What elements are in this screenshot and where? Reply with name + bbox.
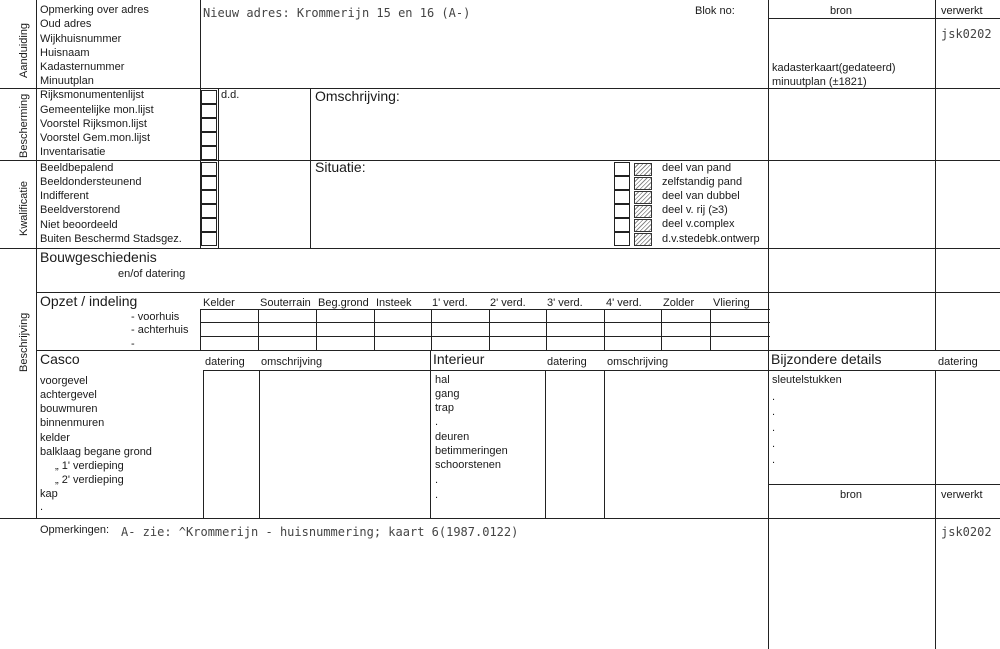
bijzondere-item: . — [772, 454, 776, 466]
field-label: Rijksmonumentenlijst — [40, 89, 144, 101]
casco-item: voorgevel — [40, 375, 88, 387]
bijzondere-title: Bijzondere details — [771, 351, 882, 367]
field-label: Voorstel Gem.mon.lijst — [40, 132, 151, 144]
complex-icon — [634, 219, 652, 232]
section-label-bescherming: Bescherming — [18, 93, 30, 158]
column-header: Souterrain — [260, 297, 311, 309]
field-label: Buiten Beschermd Stadsgez. — [40, 233, 182, 245]
rule — [430, 350, 431, 518]
casco-item: . — [40, 501, 44, 513]
column-header: 1' verd. — [432, 297, 468, 309]
field-label: Kadasternummer — [40, 61, 125, 73]
bron-entry: minuutplan (±1821) — [772, 76, 867, 88]
field-label: Beeldbepalend — [40, 162, 114, 174]
checkbox[interactable] — [201, 104, 217, 118]
rule — [0, 518, 1000, 519]
casco-item: balklaag begane grond — [40, 446, 152, 458]
rule — [316, 309, 317, 350]
bijzondere-item: . — [772, 391, 776, 403]
checkbox[interactable] — [201, 90, 217, 104]
field-label: Voorstel Rijksmon.lijst — [40, 118, 147, 130]
rule — [546, 309, 547, 350]
interieur-item: . — [435, 474, 439, 486]
semi-detached-icon — [634, 191, 652, 204]
bijzondere-item: . — [772, 422, 776, 434]
checkbox[interactable] — [201, 190, 217, 204]
rule — [935, 0, 936, 350]
omschrijving-label: Omschrijving: — [315, 88, 400, 104]
field-label: Gemeentelijke mon.lijst — [40, 104, 154, 116]
rule — [661, 309, 662, 350]
bijzondere-item: sleutelstukken — [772, 374, 842, 386]
field-label: Wijkhuisnummer — [40, 33, 122, 45]
column-header: 3' verd. — [547, 297, 583, 309]
rule — [545, 370, 546, 518]
verwerkt-footer: verwerkt — [941, 489, 983, 501]
interieur-item: hal — [435, 374, 450, 386]
interieur-item: trap — [435, 402, 454, 414]
opzet-row: - — [131, 338, 135, 350]
typed-code: jsk0202 — [941, 27, 992, 41]
column-header: Kelder — [203, 297, 235, 309]
situatie-option: deel v.complex — [662, 218, 735, 230]
rule — [768, 370, 1000, 371]
checkbox[interactable] — [614, 204, 630, 218]
rule — [258, 309, 259, 350]
interieur-item: betimmeringen — [435, 445, 508, 457]
row-house-icon — [634, 205, 652, 218]
casco-item: achtergevel — [40, 389, 97, 401]
rule — [200, 322, 770, 323]
rule — [218, 88, 219, 248]
checkbox[interactable] — [201, 118, 217, 132]
bijzondere-item: . — [772, 438, 776, 450]
checkbox[interactable] — [201, 176, 217, 190]
checkbox[interactable] — [614, 176, 630, 190]
interieur-item: . — [435, 416, 439, 428]
casco-item: bouwmuren — [40, 403, 98, 415]
situatie-option: deel van dubbel — [662, 190, 740, 202]
rule — [431, 309, 432, 350]
casco-item: kap — [40, 488, 58, 500]
column-header: 4' verd. — [606, 297, 642, 309]
field-label: Beeldverstorend — [40, 204, 121, 216]
interieur-omschrijving: omschrijving — [607, 356, 669, 368]
checkbox[interactable] — [201, 162, 217, 176]
field-label: Niet beoordeeld — [40, 219, 118, 231]
building-part-icon — [634, 163, 652, 176]
field-label: Inventarisatie — [40, 146, 106, 158]
section-label-beschrijving: Beschrijving — [18, 312, 30, 372]
rule — [259, 370, 260, 518]
field-label: Opmerking over adres — [40, 4, 149, 16]
checkbox[interactable] — [201, 132, 217, 146]
situatie-option: zelfstandig pand — [662, 176, 743, 188]
field-label: Minuutplan — [40, 75, 94, 87]
interieur-title: Interieur — [433, 351, 485, 367]
urban-design-icon — [634, 233, 652, 246]
checkbox[interactable] — [201, 218, 217, 232]
rule — [36, 292, 1000, 293]
bron-header: bron — [830, 5, 853, 17]
rule — [604, 309, 605, 350]
opmerkingen-label: Opmerkingen: — [40, 524, 110, 536]
interieur-datering: datering — [547, 356, 587, 368]
detached-building-icon — [634, 177, 652, 190]
bouwgeschiedenis-label: Bouwgeschiedenis — [40, 249, 157, 265]
checkbox[interactable] — [201, 232, 217, 246]
opmerkingen-code: jsk0202 — [941, 525, 992, 539]
left-rule — [36, 0, 37, 518]
column-header: Insteek — [376, 297, 412, 309]
rule — [310, 88, 311, 248]
casco-item: binnenmuren — [40, 417, 105, 429]
rule — [604, 370, 605, 518]
opzet-row: - voorhuis — [131, 311, 180, 323]
blok-label: Blok no: — [695, 5, 735, 17]
opzet-label: Opzet / indeling — [40, 293, 138, 309]
field-label: Oud adres — [40, 18, 92, 30]
rule — [935, 370, 936, 484]
bron-footer: bron — [840, 489, 863, 501]
column-header: Beg.grond — [318, 297, 369, 309]
bijzondere-datering: datering — [938, 356, 978, 368]
bijzondere-item: . — [772, 406, 776, 418]
interieur-item: deuren — [435, 431, 470, 443]
rule — [768, 0, 769, 649]
checkbox[interactable] — [614, 190, 630, 204]
casco-omschrijving: omschrijving — [261, 356, 323, 368]
column-header: Vliering — [713, 297, 750, 309]
checkbox[interactable] — [614, 162, 630, 176]
section-label-kwalificatie: Kwalificatie — [18, 180, 30, 236]
column-header: 2' verd. — [490, 297, 526, 309]
bron-entry: kadasterkaart(gedateerd) — [772, 62, 896, 74]
situatie-option: d.v.stedebk.ontwerp — [662, 233, 760, 245]
verwerkt-header: verwerkt — [941, 5, 983, 17]
rule — [374, 309, 375, 350]
field-label: Indifferent — [40, 190, 89, 202]
situatie-option: deel van pand — [662, 162, 732, 174]
situatie-label: Situatie: — [315, 159, 366, 175]
rule — [768, 484, 1000, 485]
casco-title: Casco — [40, 351, 80, 367]
casco-item: „ 2' verdieping — [55, 474, 124, 486]
typed-address: Nieuw adres: Krommerijn 15 en 16 (A-) — [203, 6, 471, 20]
rule — [200, 336, 770, 337]
rule — [768, 18, 1000, 19]
dd-label: d.d. — [221, 89, 240, 101]
rule — [710, 309, 711, 350]
datering-sub-label: en/of datering — [118, 268, 186, 280]
situatie-option: deel v. rij (≥3) — [662, 204, 728, 216]
rule — [0, 160, 1000, 161]
checkbox[interactable] — [614, 232, 630, 246]
column-header: Zolder — [663, 297, 695, 309]
checkbox[interactable] — [614, 218, 630, 232]
rule — [935, 484, 936, 649]
casco-item: „ 1' verdieping — [55, 460, 124, 472]
rule — [489, 309, 490, 350]
section-label-aanduiding: Aanduiding — [18, 22, 30, 78]
field-label: Beeldondersteunend — [40, 176, 142, 188]
checkbox[interactable] — [201, 146, 217, 160]
rule — [203, 370, 204, 518]
rule — [200, 309, 201, 350]
opzet-row: - achterhuis — [131, 324, 189, 336]
opmerkingen-text: A- zie: ^Krommerijn - huisnummering; kaart 6(1987.0122) — [121, 525, 519, 539]
interieur-item: . — [435, 489, 439, 501]
field-label: Huisnaam — [40, 47, 90, 59]
casco-datering: datering — [205, 356, 245, 368]
casco-item: kelder — [40, 432, 70, 444]
checkbox[interactable] — [201, 204, 217, 218]
rule — [203, 370, 768, 371]
interieur-item: schoorstenen — [435, 459, 502, 471]
interieur-item: gang — [435, 388, 460, 400]
